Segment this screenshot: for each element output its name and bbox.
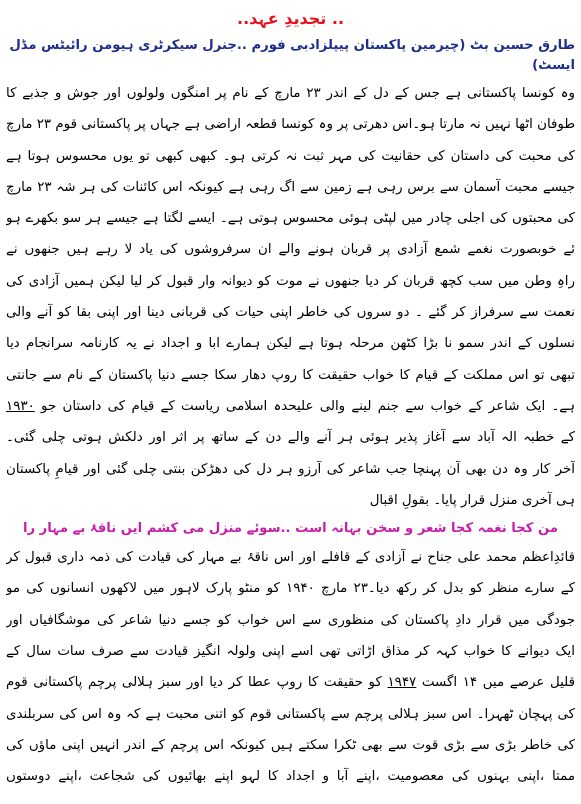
text-line: ایک دیوانے کا خواب کہہ کر مذاق اڑاتی تھی اسے اپنی ولولہ انگیز قیادت سے صرف سات سال کے	[6, 644, 575, 660]
text-line: ممتا ،اپنی بہنوں کی معصومیت ،اپنے آبا و اجداد کا لہو اپنے بھائیوں کی شجاعت ،اپنے دوستوں	[6, 769, 575, 785]
text-line: ہے۔ ایک شاعر کے خواب سے جنم لینے والی علیحدہ اسلامی ریاست کے قیام کی داستان جو ۱۹۳۰	[6, 398, 575, 414]
text-line: وہ کونسا پاکستانی ہے جس کے دل کے اندر ۲۳ مارچ کے نام پر امنگوں ولولوں اور جوش و جذبے کا	[6, 86, 575, 101]
author-byline: طارق حسین بٹ (چیرمین پاکستان پیپلزادبی فورم ..جنرل سیکرٹری ہیومن رائیٹس مڈل ایسٹ)	[9, 38, 575, 73]
text-line: طوفان اٹھا نہیں نہ مارتا ہو۔اس دھرتی پر وہ کونسا قطعہ اراضی ہے جہاں پر پاکستانی قوم ۲۳ مارچ	[6, 117, 575, 133]
text-line: تبھی تو اس مملکت کے قیام کا خواب حقیقت کا روپ دھار سکا جسے دنیا پاکستان کے نام سے جانتی	[6, 367, 575, 383]
text-line: جیسے محبت آسمان سے برس رہی ہے زمین سے اگ رہی ہے کیونکہ اس کائنات کی ہر شہ ۲۳ مارچ	[6, 179, 575, 195]
text-line: نسلوں کے اندر سمو نا بڑا کٹھن مرحلہ ہوتا ہے لیکن ہمارے ابا و اجداد نے یہ کارنامہ سرانجام دیا	[6, 336, 575, 352]
text-line: ئے خوبصورت نغمے شمع آزادی پر قربان ہونے والے ان سرفروشوں کی یاد لا رہے ہیں جنھوں نے	[6, 242, 575, 258]
text-line: کی پہچان ٹھہرا۔ اس سبز ہلالی پرچم سے پاکستانی قوم کو اتنی محبت ہے کہ وہ اس کی سربلندی	[6, 706, 575, 722]
paragraph-1	[6, 78, 575, 516]
text-line: ہی آخری منزل قرار پایا۔ بقولِ اقبال	[369, 492, 575, 508]
text-line: کی محبتوں کی اجلی چادر میں لپٹی ہوئی محسوس ہوتی ہے۔ ایسے لگتا ہے جیسے ہر سو بکھرے ہو	[6, 211, 575, 227]
persian-verse: من کجا نغمہ کجا شعر و سخن بہانہ است ..سوئے منزل می کشم ایں ناقۂ بے مہار را	[22, 521, 559, 537]
article-title: .. تجدیدِ عہد..	[236, 9, 345, 28]
underlined-year: ۱۹۴۷	[387, 675, 417, 691]
text-line: کے خطبہ الہ آباد سے آغاز پذیر ہوئی ہر آنے والے دن کے ساتھ پر اثر اور دلکش ہوتی چلی گئی۔	[6, 430, 575, 446]
text-line: آخر کار وہ دن بھی آن پہنچا جب شاعر کی آرزو ہر دل کی دھڑکن بنتی چلی گئی اور قیامِ پاکستان	[6, 461, 575, 477]
paragraph-2	[6, 542, 575, 792]
text-line: جودگی میں قرار دادِ پاکستان کی منظوری سے اس خواب کو جسے دنیا شاعر کی موشگافیاں اور	[6, 612, 575, 628]
text-line: قائدِاعظم محمد علی جناح نے آزادی کے قافلے اور اس ناقۂ بے مہار کی قیادت کی ذمہ داری قبول کر	[6, 550, 575, 566]
underlined-year: ۱۹۳۰	[6, 398, 35, 414]
text-line: راہِ وطن میں سب کچھ قربان کر دیا جنھوں نے موت کو دیوانہ وار قبول کر لیا لیکن ہمیں آزادی کی	[6, 273, 575, 289]
text-line: نعمت سے سرفراز کر گئے ۔ دو سروں کی خاطر اپنی حیات کی قربانی دینا اور اپنی بقا کو آنے والی	[6, 305, 575, 321]
text-line: کی محبت کی داستان کی حقانیت کی مہر ثبت نہ کرتی ہو۔ کبھی کبھی تو یوں محسوس ہوتا ہے	[6, 148, 575, 164]
text-line: کی خاطر بڑی سے بڑی قوت سے بھی ٹکرا سکتے ہیں کیونکہ اس پرچم کے اندر انہیں اپنی ماؤں کی	[6, 737, 575, 753]
text-line: قلیل عرصے میں ۱۴ اگست ۱۹۴۷ کو حقیقت کا روپ عطا کر دیا اور سبز ہلالی پرچم پاکستانی قوم	[6, 675, 575, 691]
text-line: کے سارے منظر کو بدل کر رکھ دیا۔۲۳ مارچ ۱۹۴۰ کو منٹو پارک لاہور میں لاکھوں انسانوں کی مو	[6, 581, 575, 597]
